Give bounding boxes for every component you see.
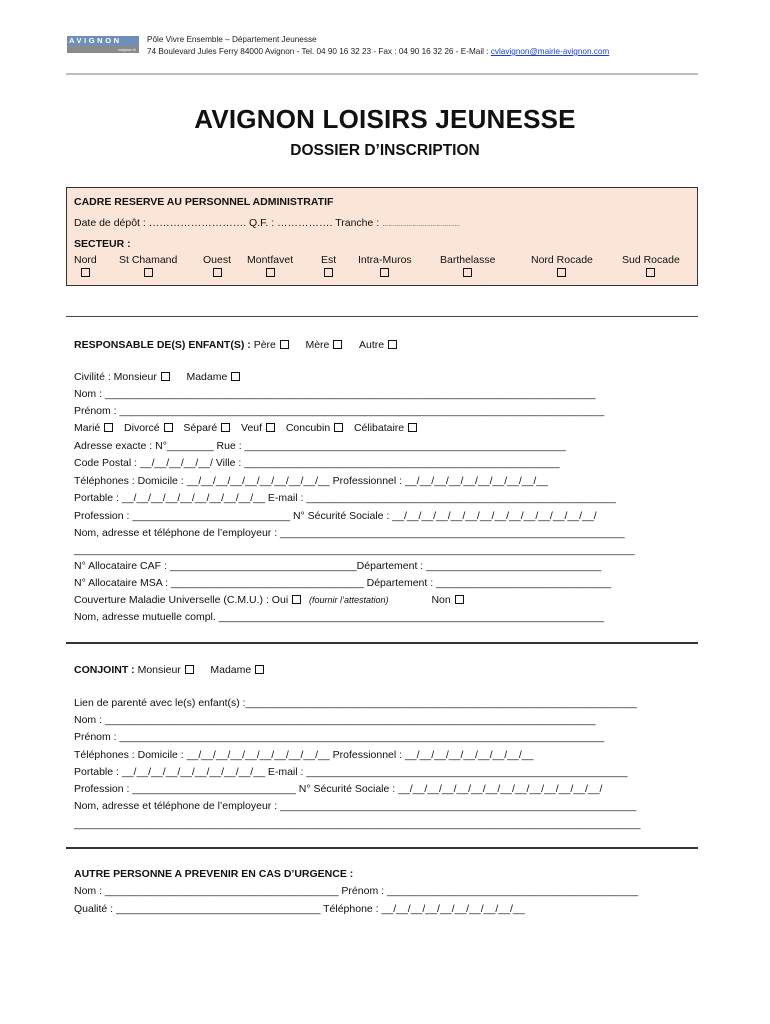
portable-field[interactable]: Portable : __/__/__/__/__/__/__/__/__/__ E-mail : _____________________________________________________ — [74, 492, 616, 504]
code-postal-field[interactable]: Code Postal : __/__/__/__/__/ Ville : ______________________________________________________ — [74, 457, 560, 469]
concubin-checkbox[interactable] — [334, 423, 343, 432]
pere-checkbox[interactable] — [280, 340, 289, 349]
employeur-field-2[interactable]: ________________________________________________________________________________________________ — [74, 544, 635, 556]
civilite-label: Civilité : Monsieur — [74, 371, 157, 383]
caf-field[interactable]: N° Allocataire CAF : ________________________________Département : ______________________________ — [74, 560, 602, 572]
conjoint-telephones-field[interactable]: Téléphones : Domicile : __/__/__/__/__/__/__/__/__/__ Professionnel : __/__/__/__/__/__/__/__/__ — [74, 749, 534, 761]
checkbox[interactable] — [646, 268, 655, 277]
secteur-nord-label: Nord — [74, 254, 97, 266]
cmu-row — [74, 594, 466, 606]
madame-checkbox[interactable] — [231, 372, 240, 381]
celibataire-checkbox[interactable] — [408, 423, 417, 432]
secteur-label: SECTEUR : — [74, 238, 131, 250]
secteur-montfavet[interactable] — [247, 254, 293, 278]
section-divider — [66, 847, 698, 849]
secteur-barthelasse[interactable] — [440, 254, 495, 278]
urgence-nom-field[interactable]: Nom : ________________________________________ Prénom : ___________________________________________ — [74, 885, 639, 897]
divorce-label: Divorcé — [124, 422, 160, 434]
secteur-st-chamand[interactable] — [119, 254, 177, 278]
checkbox[interactable] — [144, 268, 153, 277]
conjoint-madame-label: Madame — [210, 664, 252, 676]
nom-field[interactable]: Nom : ____________________________________________________________________________________ — [74, 388, 596, 400]
situation-row — [74, 422, 419, 434]
conjoint-heading: CONJOINT : — [74, 664, 135, 676]
prenom-field[interactable]: Prénom : ___________________________________________________________________________________ — [74, 405, 605, 417]
marie-checkbox[interactable] — [104, 423, 113, 432]
checkbox[interactable] — [380, 268, 389, 277]
veuf-label: Veuf — [241, 422, 263, 434]
secteur-sud-rocade[interactable] — [622, 254, 680, 278]
telephones-field[interactable]: Téléphones : Domicile : __/__/__/__/__/__/__/__/__/__ Professionnel : __/__/__/__/__/__/__/__/__/__ — [74, 475, 549, 487]
conjoint-profession-field[interactable]: Profession : ____________________________ N° Sécurité Sociale : __/__/__/__/__/__/__/__/__/__/__/__/__/__/ — [74, 783, 603, 795]
header-line-1: Pôle Vivre Ensemble – Département Jeunesse — [147, 35, 317, 44]
secteur-est[interactable] — [321, 254, 336, 278]
conjoint-employeur-field-2[interactable]: _________________________________________________________________________________________________ — [74, 818, 641, 830]
checkbox[interactable] — [81, 268, 90, 277]
checkbox[interactable] — [266, 268, 275, 277]
checkbox[interactable] — [324, 268, 333, 277]
page-title: AVIGNON LOISIRS JEUNESSE — [194, 104, 576, 134]
secteur-ouest-label: Ouest — [203, 254, 232, 266]
secteur-barthelasse-label: Barthelasse — [440, 254, 496, 266]
cmu-label: Couverture Maladie Universelle (C.M.U.) : Oui — [74, 594, 289, 606]
secteur-est-label: Est — [321, 254, 337, 266]
header-line-2 — [147, 47, 609, 56]
conjoint-monsieur-checkbox[interactable] — [185, 665, 194, 674]
admin-heading: CADRE RESERVE AU PERSONNEL ADMINISTRATIF — [74, 196, 334, 208]
conjoint-monsieur-label: Monsieur — [137, 664, 181, 676]
conjoint-madame-checkbox[interactable] — [255, 665, 264, 674]
autre-label: Autre — [359, 339, 385, 351]
responsable-heading: RESPONSABLE DE(S) ENFANT(S) : — [74, 339, 251, 351]
separe-checkbox[interactable] — [221, 423, 230, 432]
adresse-field[interactable]: Adresse exacte : N°________ Rue : _______________________________________________________ — [74, 440, 566, 452]
secteur-sud-rocade-label: Sud Rocade — [622, 254, 680, 266]
conjoint-heading-row — [74, 664, 266, 676]
secteur-nord-rocade[interactable] — [531, 254, 593, 278]
secteur-intra-muros-label: Intra-Muros — [358, 254, 412, 266]
logo-sub: avignon.fr — [67, 46, 139, 53]
secteur-montfavet-label: Montfavet — [247, 254, 294, 266]
header-divider — [66, 73, 698, 75]
pere-label: Père — [253, 339, 276, 351]
admin-date-text: Date de dépôt : ………………………. Q.F. : ……………. Tranche : — [74, 217, 380, 229]
concubin-label: Concubin — [285, 422, 331, 434]
divorce-checkbox[interactable] — [164, 423, 173, 432]
separe-label: Séparé — [183, 422, 218, 434]
secteur-nord-rocade-label: Nord Rocade — [531, 254, 593, 266]
conjoint-nom-field[interactable]: Nom : ____________________________________________________________________________________ — [74, 714, 596, 726]
avignon-logo — [67, 36, 139, 58]
admin-tranche-dots: ………………………………… — [382, 222, 461, 228]
logo-text: AVIGNON — [67, 36, 139, 46]
cmu-non-checkbox[interactable] — [455, 595, 464, 604]
secteur-intra-muros[interactable] — [358, 254, 412, 278]
urgence-heading: AUTRE PERSONNE A PREVENIR EN CAS D’URGENCE : — [74, 868, 354, 880]
checkbox[interactable] — [557, 268, 566, 277]
marie-label: Marié — [74, 422, 101, 434]
responsable-heading-row — [74, 339, 399, 351]
madame-label: Madame — [186, 371, 228, 383]
secteur-ouest[interactable] — [203, 254, 231, 278]
conjoint-employeur-field[interactable]: Nom, adresse et téléphone de l’employeur : _____________________________________________________________ — [74, 800, 637, 812]
section-divider — [66, 316, 698, 317]
mutuelle-field[interactable]: Nom, adresse mutuelle compl. __________________________________________________________________ — [74, 611, 605, 623]
cmu-non-label: Non — [431, 594, 451, 606]
secteur-nord[interactable] — [74, 254, 97, 278]
section-divider — [66, 642, 698, 644]
profession-field[interactable]: Profession : ___________________________ N° Sécurité Sociale : __/__/__/__/__/__/__/__/__/__/__/__/__/__/ — [74, 510, 597, 522]
header-email-link[interactable]: cvlavignon@mairie-avignon.com — [490, 47, 610, 56]
mere-label: Mère — [305, 339, 330, 351]
msa-field[interactable]: N° Allocataire MSA : _________________________________ Département : ______________________________ — [74, 577, 612, 589]
admin-date-line — [74, 217, 460, 229]
admin-box — [66, 187, 698, 286]
employeur-field[interactable]: Nom, adresse et téléphone de l’employeur : ___________________________________________________________ — [74, 527, 625, 539]
mere-checkbox[interactable] — [333, 340, 342, 349]
autre-checkbox[interactable] — [388, 340, 397, 349]
celibataire-label: Célibataire — [353, 422, 405, 434]
cmu-oui-checkbox[interactable] — [292, 595, 301, 604]
cmu-note: (fournir l’attestation) — [309, 595, 389, 605]
header-address: 74 Boulevard Jules Ferry 84000 Avignon - Tel. 04 90 16 32 23 - Fax : 04 90 16 32 26 - E-Mail : — [147, 47, 489, 56]
lien-parente-field[interactable]: Lien de parenté avec le(s) enfant(s) :___________________________________________________________________ — [74, 697, 637, 709]
civilite-row — [74, 371, 242, 383]
page-subtitle: DOSSIER D’INSCRIPTION — [290, 142, 480, 159]
checkbox[interactable] — [213, 268, 222, 277]
veuf-checkbox[interactable] — [266, 423, 275, 432]
monsieur-checkbox[interactable] — [161, 372, 170, 381]
conjoint-portable-field[interactable]: Portable : __/__/__/__/__/__/__/__/__/__ E-mail : _______________________________________________________ — [74, 766, 628, 778]
checkbox[interactable] — [463, 268, 472, 277]
secteur-st-chamand-label: St Chamand — [119, 254, 178, 266]
conjoint-prenom-field[interactable]: Prénom : ___________________________________________________________________________________ — [74, 731, 605, 743]
urgence-qualite-field[interactable]: Qualité : ___________________________________ Téléphone : __/__/__/__/__/__/__/__/__/__ — [74, 903, 525, 915]
